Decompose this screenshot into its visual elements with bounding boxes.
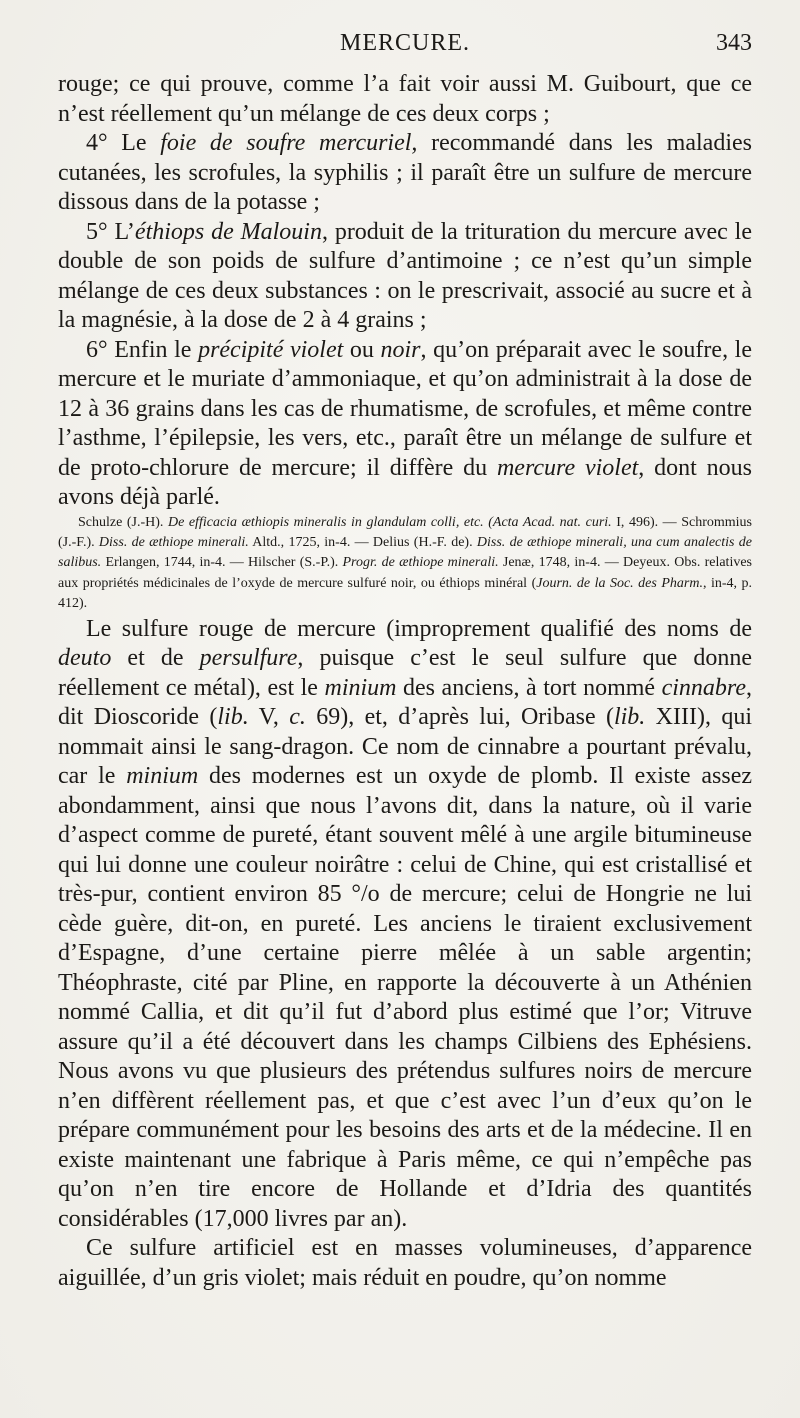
term-italic: lib. bbox=[613, 704, 646, 731]
term-italic: deuto bbox=[58, 645, 112, 672]
bibliography-note bbox=[58, 513, 752, 615]
page-header bbox=[58, 30, 752, 70]
title-italic: Progr. de æthiope minerali. bbox=[342, 555, 499, 571]
item-number: 5° L’ bbox=[86, 218, 135, 245]
term-italic: lib. bbox=[217, 704, 249, 731]
text-run: , dit Dioscoride ( bbox=[58, 674, 753, 731]
text-run: 69), et, d’après lui, Oribase ( bbox=[305, 704, 614, 731]
paragraph-item-4 bbox=[58, 129, 752, 218]
text-run: ou bbox=[343, 336, 381, 363]
paragraph-item-5 bbox=[58, 218, 752, 336]
page-number: 343 bbox=[716, 30, 752, 56]
text-run: recommandé dans les maladies cutanées, les scrofules, la syphilis ; il paraît être un sulfure de mercure dissous dans de la potasse ; bbox=[58, 130, 752, 215]
term-italic: noir bbox=[380, 336, 421, 363]
body-text bbox=[58, 70, 752, 1293]
text-run: , produit de la trituration du mercure avec le double de son poids de sulfure d’antimoine ; ce n’est qu’un simple mélange de ces deux substances : on le prescrivait, associé au sucre et à la magnésie, à la dose de 2 à 4 grains ; bbox=[58, 218, 753, 333]
item-number: 4° Le bbox=[86, 130, 161, 156]
term-italic: mercure violet bbox=[496, 454, 639, 481]
term-italic: éthiops de Malouin bbox=[134, 218, 322, 245]
text-run: , in-4, p. 412). bbox=[58, 575, 752, 612]
text-run: Altd., 1725, in-4. — Delius (H.-F. de). bbox=[248, 534, 477, 550]
text-run: I, 496). — Schrommius (J.-F.). bbox=[58, 514, 752, 550]
text-run: Le sulfure rouge de mercure (improprement qualifié des noms de bbox=[86, 615, 752, 642]
term-italic: minium bbox=[126, 763, 199, 790]
text-run: , puisque c’est le seul sulfure que donne réellement ce métal), est le bbox=[58, 645, 752, 701]
running-title: MERCURE. bbox=[339, 30, 470, 56]
paragraph-item-6 bbox=[58, 336, 752, 513]
term-italic: précipité violet bbox=[198, 336, 344, 363]
text-run: , qu’on préparait avec le soufre, le mercure et le muriate d’ammoniaque, et qu’on administrait à la dose de 12 à 36 grains dans les cas de rhumatisme, de scrofules, et même contre l’asthme, l’épilepsie, les vers, etc., paraît être un mélange de sulfure et de proto-chlorure de mercure; il diffère du bbox=[58, 336, 753, 481]
text-run: Ce sulfure artificiel est en masses volumineuses, d’apparence aiguillée, d’un gris violet; mais réduit en poudre, qu’on nomme bbox=[58, 1235, 752, 1291]
text-run: des anciens, à tort nommé bbox=[396, 674, 662, 701]
text-run: XIII), qui nommait ainsi le sang-dragon. Ce nom de cinnabre a pourtant prévalu, car le bbox=[58, 704, 753, 790]
text-run: et de bbox=[111, 645, 200, 672]
title-italic: Journ. de la Soc. des Pharm. bbox=[536, 575, 703, 591]
term-italic: foie de soufre mercuriel, bbox=[160, 130, 418, 156]
term-italic: persulfure bbox=[199, 645, 298, 672]
term-italic: cinnabre bbox=[661, 674, 747, 701]
text-run: Erlangen, 1744, in-4. — Hilscher (S.-P.). bbox=[101, 555, 343, 571]
title-italic: Diss. de æthiope minerali, una cum analectis de salibus. bbox=[58, 534, 753, 571]
text-run: des modernes est un oxyde de plomb. Il existe assez abondamment, ainsi que nous l’avons dit, dans la nature, où il varie d’aspect comme de pureté, étant souvent mêlé à une argile bitumineuse qui lui donne une couleur noirâtre : celui de Chine, qui est cristallisé et très-pur, contient environ 85 °/o de mercure; celui de Hongrie ne lui cède guère, dit-on, en pureté. Les anciens le tiraient exclusivement d’Espagne, d’une certaine pierre mêlée à un sable argentin; Théophraste, cité par Pline, en rapporte la découverte à un Athénien nommé Callia, et dit qu’il fut d’abord plus estimé que l’or; Vitruve assure qu’il a été découvert dans les champs Cilbiens des Ephésiens. Nous avons vu que plusieurs des prétendus sulfures noirs de mercure n’en diffèrent réellement pas, et que c’est avec l’un d’eux qu’on le prépare communément pour les besoins des arts et de la médecine. Il en existe maintenant une fabrique à Paris même, ce qui n’empêche pas qu’on n’en tire encore de Hollande et d’Idria des quantités considérables (17,000 livres par an). bbox=[58, 763, 752, 1232]
paragraph-sulfure-rouge bbox=[58, 615, 752, 1235]
title-italic: De efficacia æthiopis mineralis in glandulam colli, etc. (Acta Acad. nat. curi. bbox=[167, 514, 612, 530]
term-italic: c. bbox=[289, 704, 306, 731]
paragraph-sulfure-artificiel bbox=[58, 1234, 752, 1293]
text-run: Jenæ, 1748, in-4. — Deyeux. Obs. relatives aux propriétés médicinales de l’oxyde de mercure sulfuré noir, ou éthiops minéral ( bbox=[58, 555, 752, 591]
text-run: Schulze (J.-H). bbox=[78, 514, 168, 530]
text-run: rouge; ce qui prouve, comme l’a fait voir aussi M. Guibourt, que ce n’est réellement qu’un mélange de ces deux corps ; bbox=[58, 71, 752, 127]
text-run: V, bbox=[248, 704, 290, 731]
term-italic: minium bbox=[324, 674, 397, 701]
text-run: , dont nous avons déjà parlé. bbox=[58, 454, 752, 510]
paragraph-continuation bbox=[58, 70, 752, 129]
title-italic: Diss. de æthiope minerali. bbox=[98, 534, 249, 550]
text-run: 6° Enfin le bbox=[86, 336, 199, 363]
